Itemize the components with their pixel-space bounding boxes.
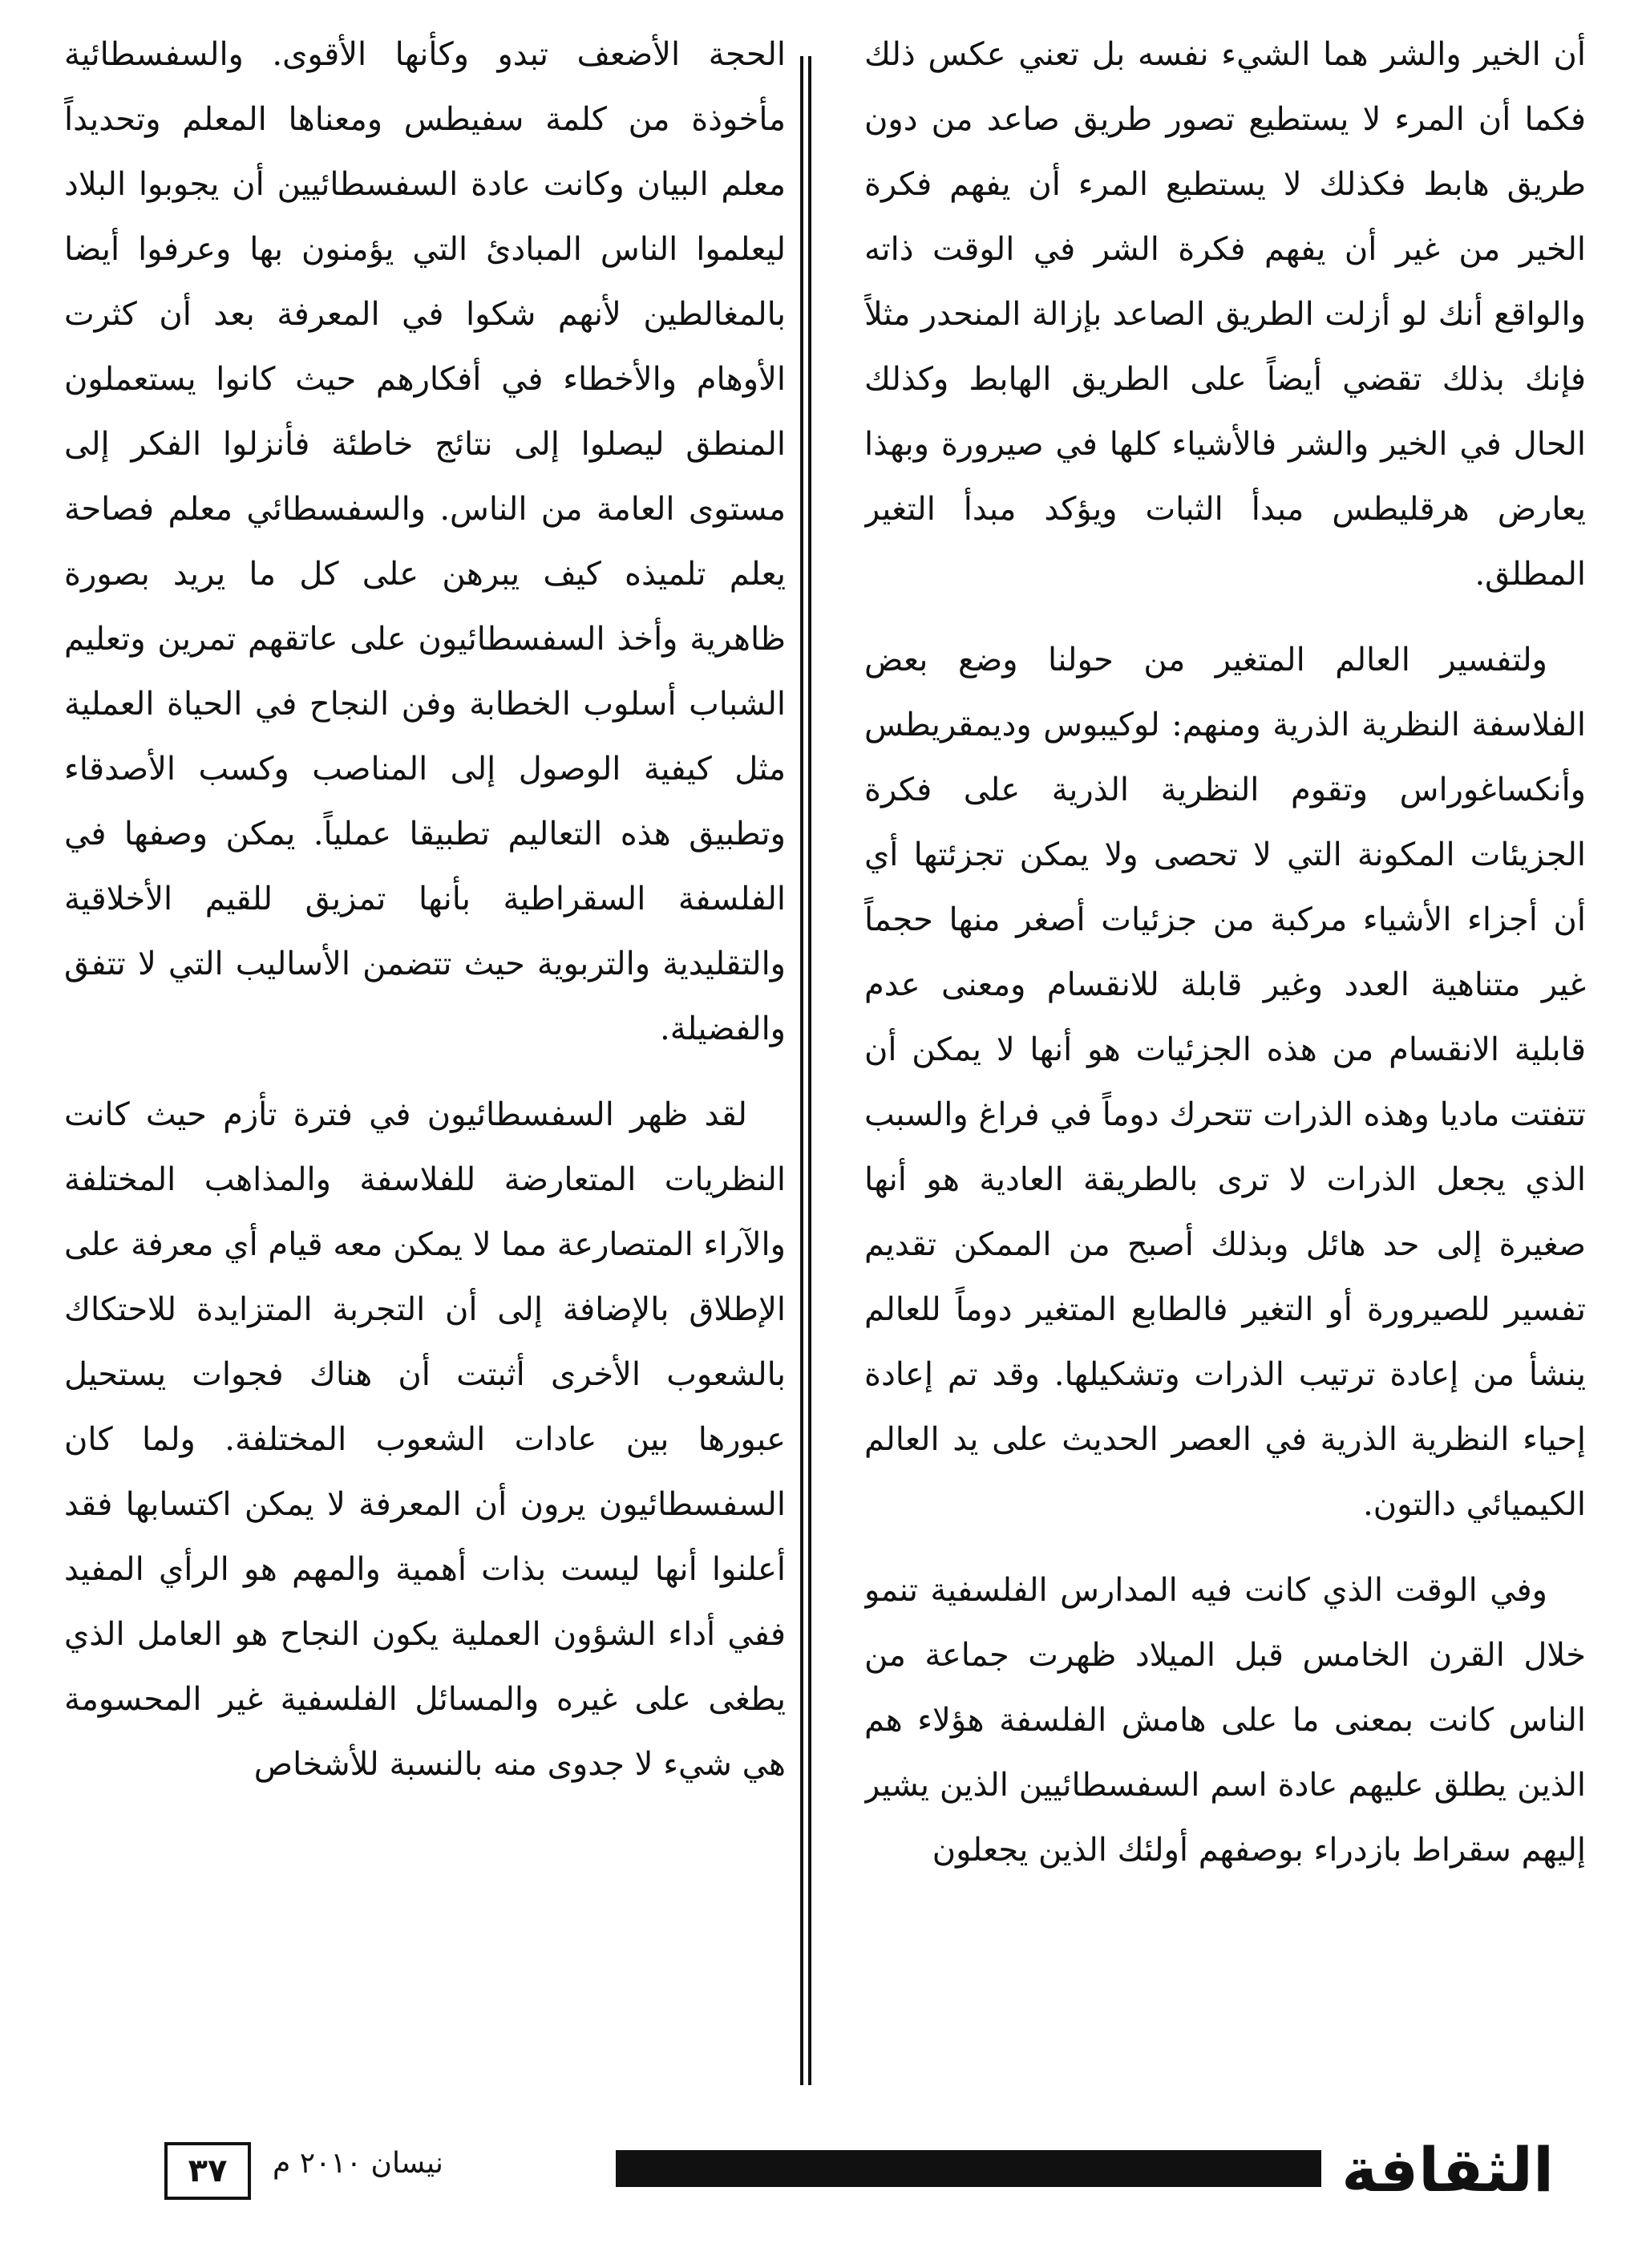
- page-footer: [0, 2129, 1642, 2217]
- paragraph: ولتفسير العالم المتغير من حولنا وضع بعض الفلاسفة النظرية الذرية ومنهم: لوكيبوس وديمقريطس وأنكساغوراس وتقوم النظرية الذرية على فكرة الجزيئات المكونة التي لا تحصى ولا يمكن تجزئتها أي أن أجزاء الأشياء مركبة من جزئيات أصغر منها حجماً غير متناهية العدد وغير قابلة للانقسام ومعنى عدم قابلية الانقسام من هذه الجزئيات هو أنها لا يمكن أن تتفتت ماديا وهذه الذرات تتحرك دوماً في فراغ والسبب الذي يجعل الذرات لا ترى بالطريقة العادية هو أنها صغيرة إلى حد هائل وبذلك أصبح من الممكن تقديم تفسير للصيرورة أو التغير فالطابع المتغير دوماً للعالم ينشأ من إعادة ترتيب الذرات وتشكيلها. وقد تم إعادة إحياء النظرية الذرية في العصر الحديث على يد العالم الكيميائي دالتون.: [864, 642, 1586, 1523]
- column-divider: [800, 56, 811, 2085]
- left-column: [64, 22, 786, 2051]
- paragraph: لقد ظهر السفسطائيون في فترة تأزم حيث كانت النظريات المتعارضة للفلاسفة والمذاهب المختلفة والآراء المتصارعة مما لا يمكن معه قيام أي معرفة على الإطلاق بالإضافة إلى أن التجربة المتزايدة للاحتكاك بالشعوب الأخرى أثبتت أن هناك فجوات يستحيل عبورها بين عادات الشعوب المختلفة. ولما كان السفسطائيون يرون أن المعرفة لا يمكن اكتسابها فقد أعلنوا أنها ليست بذات أهمية والمهم هو الرأي المفيد ففي أداء الشؤون العملية يكون النجاح هو العامل الذي يطغى على غيره والمسائل الفلسفية غير المحسومة هي شيء لا جدوى منه بالنسبة للأشخاص: [64, 1096, 786, 1783]
- paragraph: الحجة الأضعف تبدو وكأنها الأقوى. والسفسطائية مأخوذة من كلمة سفيطس ومعناها المعلم وتحديداً معلم البيان وكانت عادة السفسطائيين أن يجوبوا البلاد ليعلموا الناس المبادئ التي يؤمنون بها وعرفوا أيضا بالمغالطين لأنهم شكوا في المعرفة بعد أن كثرت الأوهام والأخطاء في أفكارهم حيث كانوا يستعملون المنطق ليصلوا إلى نتائج خاطئة فأنزلوا الفكر إلى مستوى العامة من الناس. والسفسطائي معلم فصاحة يعلم تلميذه كيف يبرهن على كل ما يريد بصورة ظاهرية وأخذ السفسطائيون على عاتقهم تمرين وتعليم الشباب أسلوب الخطابة وفن النجاح في الحياة العملية مثل كيفية الوصول إلى المناصب وكسب الأصدقاء وتطبيق هذه التعاليم تطبيقا عملياً. يمكن وصفها في الفلسفة السقراطية بأنها تمزيق للقيم الأخلاقية والتقليدية والتربوية حيث تتضمن الأساليب التي لا تتفق والفضيلة.: [64, 36, 786, 1047]
- footer-bar: [616, 2150, 1321, 2187]
- right-column: [864, 22, 1586, 2051]
- paragraph: وفي الوقت الذي كانت فيه المدارس الفلسفية تنمو خلال القرن الخامس قبل الميلاد ظهرت جماعة من الناس كانت بمعنى ما على هامش الفلسفة هؤلاء هم الذين يطلق عليهم عادة اسم السفسطائيين الذين يشير إليهم سقراط بازدراء بوصفهم أولئك الذين يجعلون: [864, 1572, 1586, 1869]
- magazine-logo: الثقافة: [1341, 2133, 1554, 2205]
- paragraph: أن الخير والشر هما الشيء نفسه بل تعني عكس ذلك فكما أن المرء لا يستطيع تصور طريق صاعد من دون طريق هابط فكذلك لا يستطيع المرء أن يفهم فكرة الخير من غير أن يفهم فكرة الشر في الوقت ذاته والواقع أنك لو أزلت الطريق الصاعد بإزالة المنحدر مثلاً فإنك بذلك تقضي أيضاً على الطريق الهابط وكذلك الحال في الخير والشر فالأشياء كلها في صيرورة وبهذا يعارض هرقليطس مبدأ الثبات ويؤكد مبدأ التغير المطلق.: [864, 36, 1586, 593]
- page-number: ٣٧: [164, 2142, 251, 2200]
- issue-date: نيسان ٢٠١٠ م: [273, 2147, 443, 2180]
